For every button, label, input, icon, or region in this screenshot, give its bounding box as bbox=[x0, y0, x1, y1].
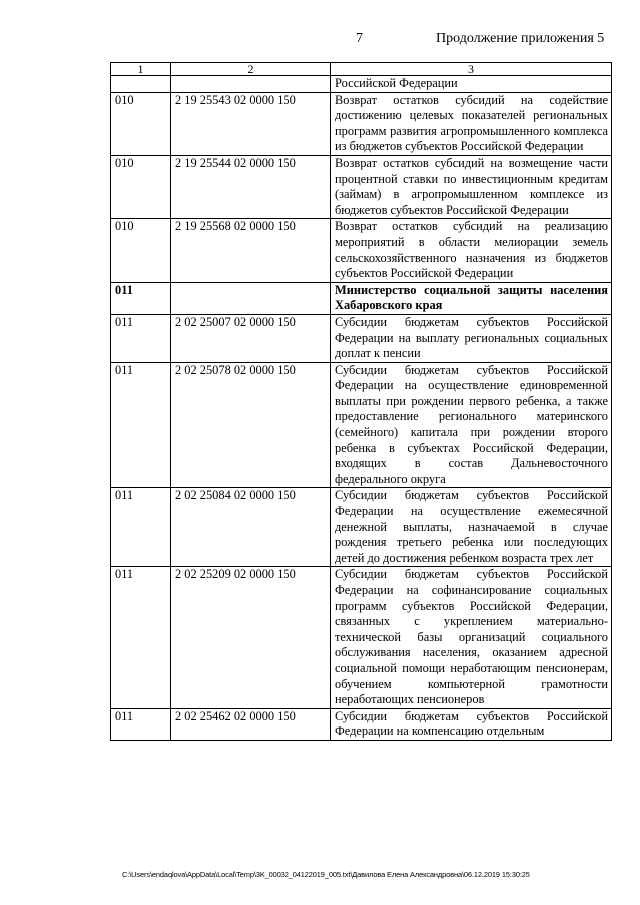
description-cell: Возврат остатков субсидий на реализацию мероприятий в области мелиорации земель сельскохозяйственного назначения из бюджетов субъектов Российской Федерации bbox=[331, 219, 612, 282]
description-cell: Министерство социальной защиты населения Хабаровского края bbox=[331, 282, 612, 314]
file-path-footer: C:\Users\endaqlova\AppData\Local\Temp\3K_00032_04122019_005.txt\Давилова Елена Александровна\06.12.2019 15:30:25 bbox=[122, 870, 530, 879]
code-cell bbox=[111, 76, 171, 93]
page-number: 7 bbox=[356, 31, 363, 46]
kbk-cell: 2 02 25084 02 0000 150 bbox=[171, 488, 331, 567]
kbk-cell: 2 19 25568 02 0000 150 bbox=[171, 219, 331, 282]
table-header-row bbox=[111, 63, 612, 76]
kbk-cell: 2 02 25078 02 0000 150 bbox=[171, 362, 331, 488]
kbk-cell: 2 19 25544 02 0000 150 bbox=[171, 155, 331, 218]
code-cell: 011 bbox=[111, 708, 171, 740]
description-cell: Субсидии бюджетам субъектов Российской Федерации на компенсацию отдельным bbox=[331, 708, 612, 740]
table-row bbox=[111, 282, 612, 314]
column-header-2: 2 bbox=[171, 63, 331, 76]
code-cell: 011 bbox=[111, 567, 171, 708]
code-cell: 011 bbox=[111, 488, 171, 567]
column-header-3: 3 bbox=[331, 63, 612, 76]
table-row bbox=[111, 155, 612, 218]
table-row bbox=[111, 92, 612, 155]
table-row bbox=[111, 314, 612, 362]
table-row bbox=[111, 362, 612, 488]
appendix-caption: Продолжение приложения 5 bbox=[436, 31, 605, 46]
description-cell: Субсидии бюджетам субъектов Российской Федерации на осуществление ежемесячной денежной выплаты, назначаемой в случае рождения третьего ребенка или последующих детей до достижения ребенком возраста трех лет bbox=[331, 488, 612, 567]
description-cell: Субсидии бюджетам субъектов Российской Федерации на софинансирование социальных программ субъектов Российской Федерации, связанных с укреплением материально-технической базы организаций социального обслуживания населения, оказанием адресной социальной помощи неработающим пенсионерам, обучением компьютерной грамотности неработающих пенсионеров bbox=[331, 567, 612, 708]
description-cell: Возврат остатков субсидий на содействие достижению целевых показателей региональных программ развития агропромышленного комплекса из бюджетов субъектов Российской Федерации bbox=[331, 92, 612, 155]
column-header-1: 1 bbox=[111, 63, 171, 76]
table-row bbox=[111, 76, 612, 93]
description-cell: Возврат остатков субсидий на возмещение части процентной ставки по инвестиционным кредитам (займам) в агропромышленном комплексе из бюджетов субъектов Российской Федерации bbox=[331, 155, 612, 218]
kbk-cell bbox=[171, 76, 331, 93]
code-cell: 010 bbox=[111, 155, 171, 218]
code-cell: 010 bbox=[111, 92, 171, 155]
code-cell: 011 bbox=[111, 282, 171, 314]
table-row bbox=[111, 488, 612, 567]
kbk-cell: 2 02 25209 02 0000 150 bbox=[171, 567, 331, 708]
kbk-cell: 2 19 25543 02 0000 150 bbox=[171, 92, 331, 155]
description-cell: Субсидии бюджетам субъектов Российской Федерации на осуществление единовременной выплаты при рождении первого ребенка, а также предоставление регионального материнского (семейного) капитала при рождении второго ребенка в субъектах Российской Федерации, входящих в состав Дальневосточного федерального округа bbox=[331, 362, 612, 488]
code-cell: 010 bbox=[111, 219, 171, 282]
budget-codes-table bbox=[110, 62, 612, 741]
kbk-cell: 2 02 25462 02 0000 150 bbox=[171, 708, 331, 740]
description-cell: Субсидии бюджетам субъектов Российской Федерации на выплату региональных социальных доплат к пенсии bbox=[331, 314, 612, 362]
table-row bbox=[111, 567, 612, 708]
kbk-cell: 2 02 25007 02 0000 150 bbox=[171, 314, 331, 362]
kbk-cell bbox=[171, 282, 331, 314]
code-cell: 011 bbox=[111, 314, 171, 362]
table-row bbox=[111, 708, 612, 740]
table-row bbox=[111, 219, 612, 282]
code-cell: 011 bbox=[111, 362, 171, 488]
description-cell: Российской Федерации bbox=[331, 76, 612, 93]
